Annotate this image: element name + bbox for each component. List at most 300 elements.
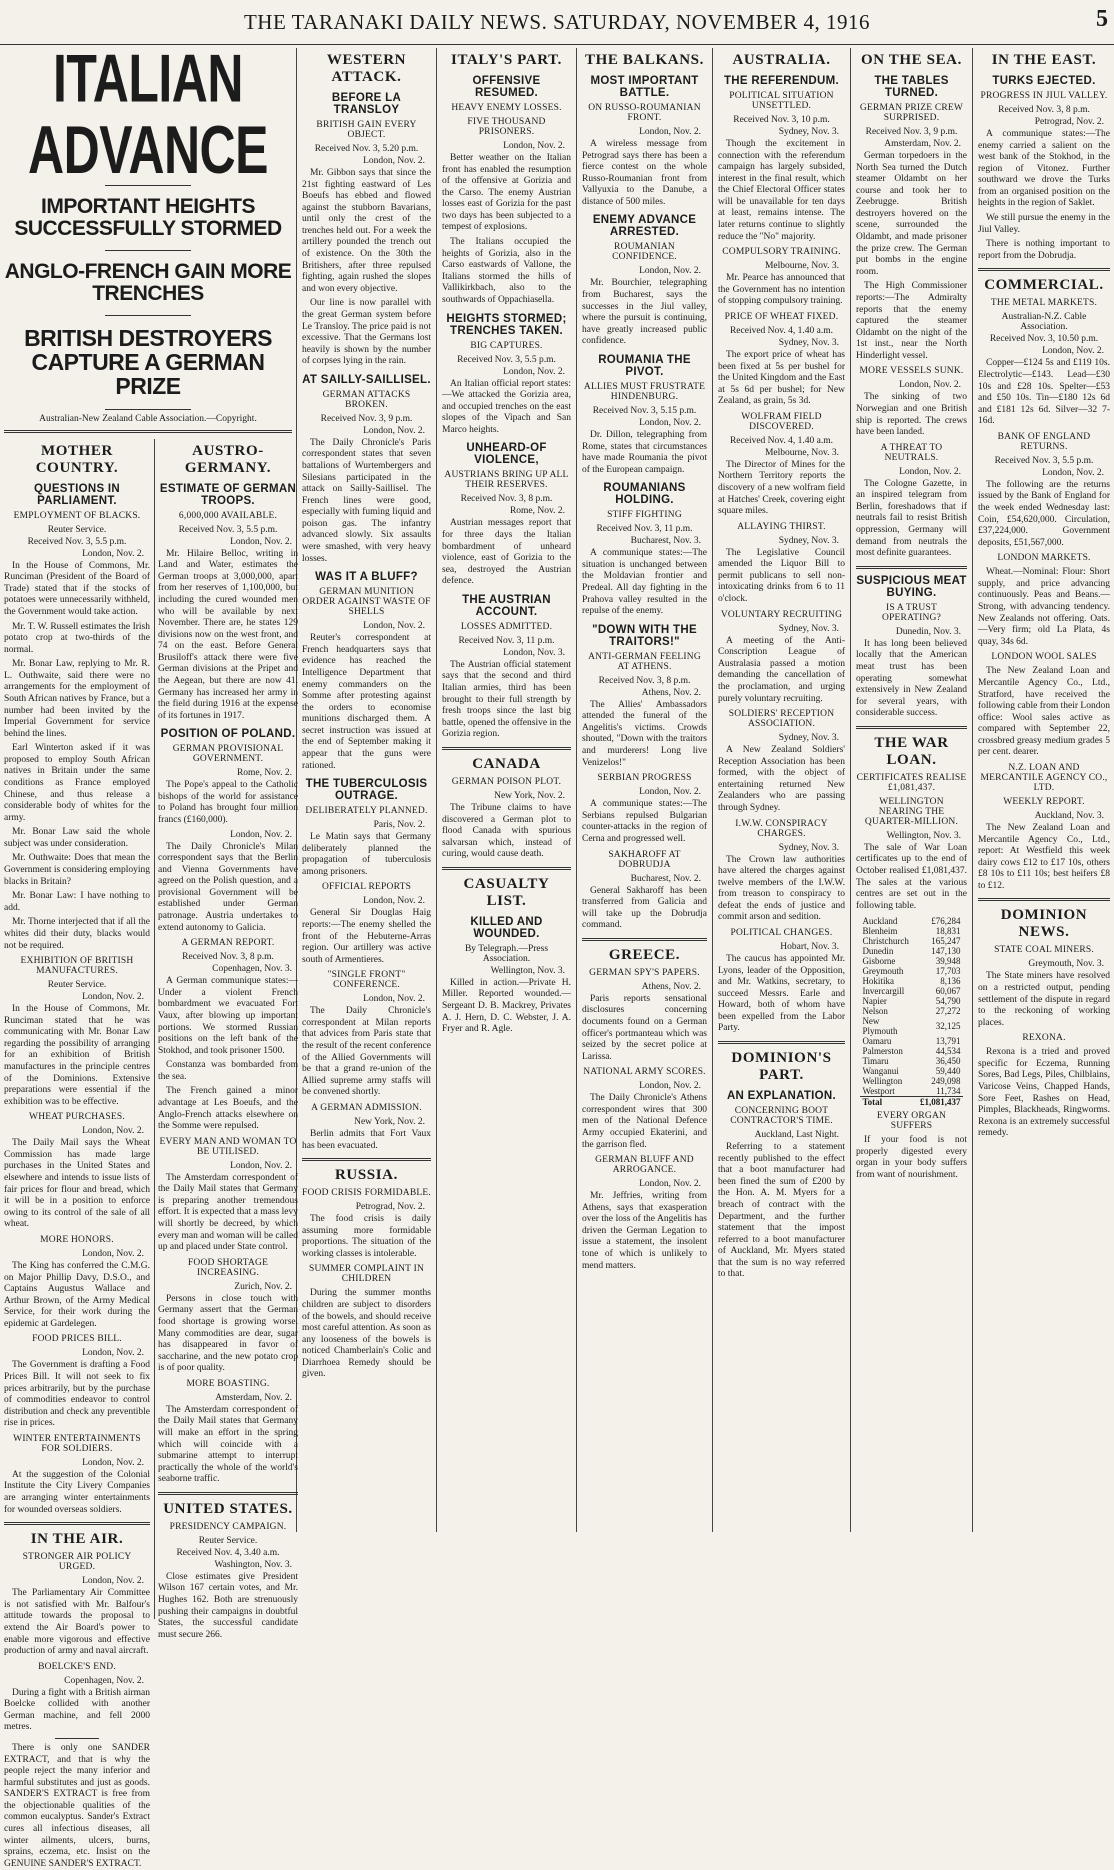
section-subheading: A THREAT TO NEUTRALS. bbox=[880, 442, 943, 463]
column-rule bbox=[850, 48, 851, 1532]
dateline: Sydney, Nov. 3. bbox=[778, 623, 839, 634]
article-paragraph: If your food is not properly digested every organ in your body suffers from want of nourishment. bbox=[856, 1135, 967, 1181]
service-line: Reuter Service. bbox=[47, 524, 107, 535]
section-subheading: SUMMER COMPLAINT IN CHILDREN bbox=[309, 1264, 424, 1285]
dateline: Sydney, Nov. 3. bbox=[778, 535, 839, 546]
article-paragraph: Earl Winterton asked if it was proposed to employ South African natives in Britain under the same conditions as France employed Chinese, and thus release a considerable body of whites for the army. bbox=[4, 743, 150, 823]
article-paragraph: The sale of War Loan certificates up to the end of October realised £1,081,437. The sales at the various centres are set out in the following table. bbox=[856, 842, 967, 911]
article-paragraph: The Italians occupied the heights of Gorizia, also in the Carso eastwards of Vallone, the Italians stormed the hills of Vallikirkbach, also to the southwards of Oppachiasella. bbox=[442, 237, 571, 305]
war-loan-row bbox=[860, 966, 962, 976]
article-paragraph: The Amsterdam correspondent of the Daily Mail states that Germany is preparing another tremendous effort. It is expected that a mass levy will shortly be decreed, by which every man and woman will be called up and placed under State control. bbox=[158, 1172, 298, 1253]
war-loan-place: Westport bbox=[862, 1086, 895, 1097]
article-paragraph: General Sakharoff has been transferred from Galicia and will take up the Dobrudja command. bbox=[582, 885, 707, 931]
section-subheading: "SINGLE FRONT" CONFERENCE. bbox=[327, 970, 406, 991]
section-subheading: DELIBERATELY PLANNED. bbox=[305, 806, 428, 817]
received-line: Received Nov. 3, 8 p.m. bbox=[998, 105, 1090, 115]
dateline: London, Nov. 2. bbox=[1042, 346, 1104, 357]
advertisement-sanders: There is only one SANDER EXTRACT, and that is why the people reject the many inferior and harmful substitutes and just as goods. SANDER'S EXTRACT is free from the objectionable qualities of the common eucalyptus. Sander's Extract cures all infectious diseases, all winter ailments, ulcers, burns, sprains, eczema, etc. Insist on the GENUINE SANDER'S EXTRACT. bbox=[4, 1742, 150, 1869]
war-loan-row bbox=[860, 1006, 962, 1016]
article-paragraph: In the House of Commons, Mr. Runciman (President of the Board of Trade) stated that if the stocks of potatoes were unnecessarily withheld, the Government would take action. bbox=[4, 560, 150, 617]
dateline: Sydney, Nov. 3. bbox=[778, 337, 839, 348]
received-line: Received Nov. 4, 3.40 a.m. bbox=[176, 1547, 280, 1558]
article-paragraph: Close estimates give President Wilson 167 certain votes, and Mr. Hughes 162. Both are strenuously pushing their campaigns in doubtful States, the successful candidate must secure 266. bbox=[158, 1571, 298, 1640]
section-subheading: PRICE OF WHEAT FIXED. bbox=[724, 311, 839, 322]
section-subheading: FIVE THOUSAND PRISONERS. bbox=[467, 117, 546, 137]
section-subheading: SOLDIERS' RECEPTION ASSOCIATION. bbox=[728, 709, 835, 730]
section-subheading: GERMAN BLUFF AND ARROGANCE. bbox=[595, 1155, 694, 1176]
dateline: Copenhagen, Nov. 3. bbox=[212, 964, 292, 975]
dateline: London, Nov. 2. bbox=[639, 266, 701, 277]
war-loan-value: 165,247 bbox=[931, 936, 961, 947]
section-subheading: WHEAT PURCHASES. bbox=[29, 1112, 125, 1123]
war-loan-row bbox=[860, 926, 962, 936]
article-paragraph: The New Zealand Loan and Mercantile Agency Co., Ltd., report: At Westfield this week dairy cows £12 to £17 10s, others £8 10s to £11 10s; best heifers £8 to £12. bbox=[978, 822, 1110, 891]
united-states-heading: UNITED STATES. bbox=[163, 1500, 293, 1517]
section-subheading: NATIONAL ARMY SCORES. bbox=[583, 1067, 706, 1078]
western-attack-heading: WESTERN ATTACK. bbox=[326, 52, 407, 85]
article-paragraph: At the suggestion of the Colonial Institute the City Livery Companies are arranging winter entertainments for wounded overseas soldiers. bbox=[4, 1469, 150, 1515]
article-paragraph: The Crown law authorities have altered the charges against twelve members of the I.W.W. from treason to conspiracy to defeat the ends of justice and commit arson and sedition. bbox=[718, 854, 845, 923]
section-subheading: MORE HONORS. bbox=[40, 1234, 114, 1245]
dateline: London, Nov. 2. bbox=[899, 466, 961, 477]
section-subheading: WELLINGTON NEARING THE QUARTER-MILLION. bbox=[864, 796, 959, 827]
dateline: London, Nov. 2. bbox=[82, 1248, 144, 1259]
mother-country-column bbox=[4, 439, 150, 1869]
service-line: Australian-N.Z. Cable Association. bbox=[1001, 312, 1087, 333]
war-loan-value: 147,130 bbox=[931, 946, 961, 957]
article-paragraph: The Daily Chronicle's correspondent at Milan reports that advices from Paris state that the result of the recent conference of the Allied Governments will be that a grand re-union of the Allied supreme army staffs will be convened shortly. bbox=[302, 1006, 431, 1098]
dateline: Bucharest, Nov. 3. bbox=[630, 536, 701, 547]
section-subheading: ROUMANIANS HOLDING. bbox=[603, 482, 686, 507]
war-loan-value: 11,734 bbox=[936, 1086, 961, 1097]
article-paragraph: The Daily Mail says the Wheat Commission has made large purchases in the United States and elsewhere and intends to issue lists of fair prices for flour and bread, which it will be in a position to enforce owing to its control of the sale of all wheat. bbox=[4, 1138, 150, 1230]
dateline: Melbourne, Nov. 3. bbox=[764, 447, 839, 458]
section-subheading: EMPLOYMENT OF BLACKS. bbox=[13, 510, 141, 521]
article-paragraph: A communique states:—The situation is unchanged between the Moldavian frontier and Predeal. All day fighting in the Prahova valley resulted in the repulse of the enemy. bbox=[582, 548, 707, 617]
service-line: Reuter Service. bbox=[198, 1535, 258, 1546]
on-the-sea-column bbox=[852, 48, 971, 1532]
article-paragraph: The Daily Chronicle's Athens correspondent wires that 300 men of the National Defence Army occupied Ekaterini, and the garrison fled. bbox=[582, 1093, 707, 1150]
section-subheading: STATE COAL MINERS. bbox=[994, 945, 1094, 956]
war-loan-total-label: Total bbox=[860, 1097, 918, 1108]
article-paragraph: Austrian messages report that for three days the Italian bombardment of unheard violence, east of Gorizia to the sea, destroyed the Austrian defence. bbox=[442, 518, 571, 587]
section-subheading: KILLED AND WOUNDED. bbox=[470, 915, 543, 940]
article-paragraph: The State miners have resolved on a restricted output, pending settlement of the dispute in regard to the reckoning of working places. bbox=[978, 971, 1110, 1028]
article-paragraph: A communique states:—The Serbians repulsed Bulgarian counter-attacks in the region of Cerna and progressed well. bbox=[582, 799, 707, 844]
dateline: London, Nov. 2. bbox=[363, 621, 425, 632]
in-the-air-heading: IN THE AIR. bbox=[30, 1531, 124, 1548]
article-paragraph: During a fight with a British airman Boelcke collided with another German machine, and fell 2000 metres. bbox=[4, 1687, 150, 1733]
section-subheading: THE REFERENDUM. bbox=[723, 75, 840, 87]
article-paragraph: Mr. T. W. Russell estimates the Irish potato crop at two-thirds of the normal. bbox=[4, 621, 150, 655]
dateline: Greymouth, Nov. 3. bbox=[1028, 959, 1104, 970]
article-paragraph: The Government is drafting a Food Prices Bill. It will not seek to fix prices arbitrarily, but by the purchase of commodities endeavor to control distribution and check any preventible rise in prices. bbox=[4, 1360, 150, 1429]
dateline: Sydney, Nov. 3. bbox=[778, 127, 839, 137]
article-paragraph: Mr. Jeffries, writing from Athens, says that exasperation over the loss of the Angelitis has driven the German Legation to issue a statement, the insolent tone of which is unlikely to mend matters. bbox=[582, 1191, 707, 1271]
war-loan-place: Gisborne bbox=[862, 956, 896, 967]
article-paragraph: The Daily Chronicle's Milan correspondent says that the Berlin and Vienna Governments have agreed on the Polish question, and a provisional Government will be established under German patronage. Austria undertakes to extend autonomy to Galicia. bbox=[158, 841, 298, 933]
section-subheading: AUSTRIANS BRING UP ALL THEIR RESERVES. bbox=[444, 470, 569, 491]
section-subheading: THE TABLES TURNED. bbox=[874, 75, 949, 99]
section-subheading: IS A TRUST OPERATING? bbox=[882, 602, 941, 623]
war-loan-place: Auckland bbox=[862, 916, 898, 927]
section-subheading: UNHEARD-OF VIOLENCE, bbox=[466, 442, 547, 467]
section-subheading: BOELCKE'S END. bbox=[38, 1661, 116, 1672]
war-loan-place: Hokitika bbox=[862, 976, 894, 987]
section-subheading: COMPULSORY TRAINING. bbox=[722, 247, 841, 258]
australia-heading: AUSTRALIA. bbox=[732, 52, 831, 68]
article-paragraph: General Sir Douglas Haig reports:—The enemy shelled the front of the Hebuterne-Arras region. Our artillery was active south of Armentieres. bbox=[302, 908, 431, 965]
dateline: Copenhagen, Nov. 2. bbox=[64, 1675, 144, 1686]
article-paragraph: The Director of Mines for the Northern Territory reports the discovery of a new wolfram field at Hatches' Creek, covering eight square miles. bbox=[718, 459, 845, 517]
dateline: Hobart, Nov. 3. bbox=[780, 942, 839, 953]
page-number: 5 bbox=[1096, 6, 1108, 32]
section-subheading: MORE BOASTING. bbox=[186, 1378, 270, 1389]
dateline: New York, Nov. 2. bbox=[494, 790, 565, 801]
article-paragraph: We still pursue the enemy in the Jiul Valley. bbox=[978, 213, 1110, 235]
cable-credit: Australian-New Zealand Cable Association.—Copyright. bbox=[39, 413, 257, 424]
section-subheading: ROUMANIAN CONFIDENCE. bbox=[612, 242, 677, 263]
column-rule bbox=[972, 48, 973, 1532]
section-subheading: FOOD PRICES BILL. bbox=[32, 1334, 122, 1345]
article-paragraph: The Tribune claims to have discovered a German plot to flood Canada with spurious salvarsan which, instead of curing, would cause death. bbox=[442, 802, 571, 860]
article-paragraph: Our line is now parallel with the great German system before Le Transloy. The price paid is not excessive. That the Germans lost heavily is shown by the number of corpses lying in the rain. bbox=[302, 298, 431, 367]
section-subheading: HEAVY ENEMY LOSSES. bbox=[451, 103, 562, 113]
article-paragraph: Constanza was bombarded from the sea. bbox=[158, 1060, 298, 1082]
article-paragraph: Mr. Bonar Law: I have nothing to add. bbox=[4, 891, 150, 913]
article-paragraph: The export price of wheat has been fixed at 5s per bushel for the United Kingdom and the East at 5s 6d per bushel; for New Zealand, as grain, 5s 3d. bbox=[718, 349, 845, 407]
dateline: London, Nov. 2. bbox=[363, 896, 425, 907]
section-subheading: THE AUSTRIAN ACCOUNT. bbox=[462, 593, 551, 618]
subheadline-destroyers: BRITISH DESTROYERS CAPTURE A GERMAN PRIZE bbox=[24, 325, 272, 400]
article-paragraph: Mr. Gibbon says that since the 21st fighting eastward of Les Boeufs has ebbed and flowed against the stubborn Bavarians, until only the crest of the trenches held out. For a week the artillery pounded the trench out of existence. On the 30th the Britishers, after three repulsed fighting, again rushed the slopes and won every objective. bbox=[302, 168, 431, 294]
dateline: London, Nov. 2. bbox=[82, 548, 144, 559]
article-paragraph: In the House of Commons, Mr. Runciman stated that he was communicating with Mr. Bonar Law regarding the possibility of arranging for an exhibition of British manufactures in the principle centres of the Dominions. Extensive preparations were essential if the exhibition was to be effective. bbox=[4, 1004, 150, 1107]
casualty-list-heading: CASUALTY LIST. bbox=[463, 875, 550, 909]
war-loan-place: Oamaru bbox=[862, 1036, 892, 1047]
article-paragraph: Wheat.—Nominal: Flour: Short supply, and price advancing continuously. Peas and Beans.—Strong, with advancing tendency. New Zealands not offering. Oats.—Very firm; old La Plata, 4s quay, 34s 6d. bbox=[978, 567, 1110, 647]
article-paragraph: Copper—£124 5s and £119 10s. Electrolytic—£143. Lead—£30 10s and £28 10s. Spelter—£53 and £50 10s. Tin—£180 12s 6d and £181 12s 6d. Silver—32 7-16d. bbox=[978, 358, 1110, 427]
war-loan-place: Blenheim bbox=[862, 926, 898, 937]
commercial-heading: COMMERCIAL. bbox=[984, 277, 1104, 294]
section-subheading: PROGRESS IN JIUL VALLEY. bbox=[980, 91, 1108, 101]
section-subheading: FOOD SHORTAGE INCREASING. bbox=[187, 1257, 269, 1278]
section-subheading: WINTER ENTERTAINMENTS FOR SOLDIERS. bbox=[13, 1433, 141, 1454]
dateline: London, Nov. 2. bbox=[82, 1126, 144, 1137]
article-paragraph: Rexona is a tried and proved specific for Eczema, Running Sores, Bad Legs, Piles, Chilblains, Varicose Veins, Chapped Hands, Sore Feet, Rashes on Head, Pimples, Blackheads, Ringworms. Rexona is an extremely successful remedy. bbox=[978, 1047, 1110, 1139]
article-paragraph: Mr. Thorne interjected that if all the whites did their duty, blacks would not be required. bbox=[4, 917, 150, 951]
balkans-column bbox=[578, 48, 711, 1532]
war-loan-row bbox=[860, 986, 962, 996]
section-subheading: EVERY MAN AND WOMAN TO BE UTILISED. bbox=[159, 1136, 297, 1157]
section-subheading: CERTIFICATES REALISE £1,081,437. bbox=[856, 772, 967, 793]
war-loan-value: 54,790 bbox=[935, 996, 961, 1007]
war-loan-row bbox=[860, 916, 962, 926]
austro-germany-heading: AUSTRO-GERMANY. bbox=[184, 442, 272, 476]
article-paragraph: The Cologne Gazette, in an inspired telegram from Berlin, foreshadows that if neutrals fail to resist British oppression, Germany will demand from neutrals the most definite guarantees. bbox=[856, 478, 967, 559]
article-paragraph: Though the excitement in connection with the referendum campaign has largely subsided, interest in the final result, which the Chief Electoral Officer states will be unavailable for ten days at least, remains intense. The later returns continue to slightly reduce the "No" majority. bbox=[718, 139, 845, 242]
war-loan-place: Nelson bbox=[862, 1006, 888, 1017]
dateline: London, Nov. 2. bbox=[1042, 467, 1104, 478]
received-line: Received Nov. 4, 1.40 a.m. bbox=[729, 435, 834, 446]
war-loan-row bbox=[860, 1066, 962, 1076]
section-subheading: SERBIAN PROGRESS bbox=[597, 773, 692, 784]
war-loan-place: Timaru bbox=[862, 1056, 889, 1067]
war-loan-row bbox=[860, 936, 962, 946]
dateline: London, Nov. 2. bbox=[639, 1179, 701, 1190]
received-line: Received Nov. 3, 9 p.m. bbox=[865, 127, 958, 137]
service-line: By Telegraph.—Press Association. bbox=[464, 943, 549, 964]
section-subheading: GERMAN PRIZE CREW SURPRISED. bbox=[859, 103, 964, 123]
section-subheading: CONCERNING BOOT CONTRACTOR'S TIME. bbox=[730, 1106, 833, 1127]
section-subheading: THE METAL MARKETS. bbox=[990, 298, 1098, 309]
article-paragraph: A wireless message from Petrograd says there has been a fierce contest on the whole Russo-Roumanian front from Vallyuxia to the Danube, a distance of 500 miles. bbox=[582, 139, 707, 207]
dominion-news-heading: DOMINION NEWS. bbox=[1000, 907, 1088, 941]
section-subheading: SAKHAROFF AT DOBRUDJA bbox=[608, 849, 681, 870]
war-loan-place: Wellington bbox=[862, 1076, 903, 1087]
section-subheading: WEEKLY REPORT. bbox=[1003, 796, 1085, 807]
section-subheading: LOSSES ADMITTED. bbox=[460, 621, 553, 632]
dateline: Amsterdam, Nov. 2. bbox=[215, 1392, 292, 1403]
article-paragraph: Mr. Pearce has announced that the Government has no intention of stopping compulsory training. bbox=[718, 273, 845, 307]
section-subheading: GERMAN SPY'S PAPERS. bbox=[589, 967, 700, 978]
section-subheading: BIG CAPTURES. bbox=[470, 340, 543, 351]
masthead bbox=[0, 4, 1114, 45]
war-loan-value: 36,450 bbox=[935, 1056, 961, 1067]
western-attack-column bbox=[298, 48, 435, 1532]
section-subheading: OFFICIAL REPORTS bbox=[321, 882, 412, 893]
dominions-part-heading: DOMINION'S PART. bbox=[731, 1050, 832, 1084]
on-the-sea-heading: ON THE SEA. bbox=[861, 52, 962, 68]
section-subheading: ESTIMATE OF GERMAN TROOPS. bbox=[159, 482, 297, 507]
war-loan-value: 39,948 bbox=[935, 956, 961, 967]
war-loan-total-value: £1,081,437 bbox=[920, 1097, 961, 1108]
article-paragraph: The caucus has appointed Mr. Lyons, leader of the Opposition, and Mr. Watkins, secretary, to succeed Messrs. Earle and Howard, both of whom have been expelled from the Labor Party. bbox=[718, 954, 845, 1034]
war-loan-row bbox=[860, 1036, 962, 1046]
australia-column bbox=[714, 48, 849, 1532]
received-line: Received Nov. 3, 9 p.m. bbox=[320, 413, 413, 424]
article-paragraph: Referring to a statement recently published to the effect that a boot manufacturer had been fined the sum of £200 by the Hon. A. M. Myers for a breach of contract with the Department, and the further statement that the impost referred to a boot manufacturer of Auckland, Mr. Myers stated that the sum is no way referred to that. bbox=[718, 1142, 845, 1280]
article-paragraph: Reuter's correspondent at French headquarters says that evidence has reached the Intelligence Department that enemy commanders on the Somme after protesting against the orders to economise munitions discharged them. A secret instruction was issued at the end of September making it appear that the guns were rationed. bbox=[302, 633, 431, 771]
dateline: London, Nov. 2. bbox=[899, 380, 961, 391]
article-paragraph: Mr. Hilaire Belloc, writing in Land and Water, estimates the German troops at 3,000,000, apart from her reserves of 1,100,000, but including the cured wounded men who will be available by next November. There are, he states 129 divisions now on the west front, and 74 on the east. Before General Brusiloff's attack there were five German divisions at the Pripet and the Aegean, but there are now 41. Germany has increased her army in the field during 1916 at the expense of its fortunes in 1917. bbox=[158, 548, 298, 721]
section-subheading: GERMAN ATTACKS BROKEN. bbox=[322, 389, 411, 410]
dateline: London, Nov. 2. bbox=[363, 156, 425, 166]
article-paragraph: A New Zealand Soldiers' Reception Association has been formed, with the object of entertaining returned New Zealanders who are passing through Sydney. bbox=[718, 745, 845, 813]
received-line: Received Nov. 3, 5.5 p.m. bbox=[27, 536, 127, 547]
war-loan-row bbox=[860, 946, 962, 956]
received-line: Received Nov. 3, 5.5 p.m. bbox=[457, 354, 556, 365]
section-subheading: GERMAN PROVISIONAL GOVERNMENT. bbox=[172, 744, 284, 765]
dateline: Athens, Nov. 2. bbox=[641, 981, 701, 992]
article-paragraph: A meeting of the Anti-Conscription League of Australasia passed a motion demanding the cancellation of the proclamation, and urging purely voluntary recruiting. bbox=[718, 635, 845, 704]
dateline: London, Nov. 2. bbox=[230, 536, 292, 547]
war-loan-row bbox=[860, 956, 962, 966]
article-paragraph: Mr. Outhwaite: Does that mean the Government is considering employing blacks in Britain? bbox=[4, 853, 150, 887]
section-subheading: MORE VESSELS SUNK. bbox=[859, 366, 964, 377]
received-line: Received Nov. 3, 10 p.m. bbox=[733, 115, 830, 125]
section-subheading: POSITION OF POLAND. bbox=[160, 728, 296, 741]
dateline: Zurich, Nov. 2. bbox=[234, 1281, 292, 1292]
war-loan-place: New Plymouth bbox=[862, 1016, 898, 1037]
dateline: Sydney, Nov. 3. bbox=[778, 842, 839, 853]
article-paragraph: Mr. Bourchier, telegraphing from Bucharest, says the successes in the Jiul valley, where the pursuit is continuing, have greatly increased public confidence. bbox=[582, 278, 707, 347]
section-subheading: BANK OF ENGLAND RETURNS. bbox=[997, 431, 1091, 452]
section-subheading: FOOD CRISIS FORMIDABLE. bbox=[302, 1188, 431, 1199]
article-paragraph: The Allies' Ambassadors attended the funeral of the Angelitis's victims. Crowds shouted, "Down with the traitors and murderers! Long live Venizelos!" bbox=[582, 699, 707, 768]
dateline: Bucharest, Nov. 2. bbox=[630, 873, 701, 884]
section-subheading: BEFORE LA TRANSLOY bbox=[331, 92, 402, 116]
section-subheading: LONDON MARKETS. bbox=[997, 553, 1091, 564]
italys-part-column bbox=[438, 48, 575, 1532]
article-paragraph: During the summer months children are subject to disorders of the bowels, and should receive most careful attention. As soon as any looseness of the bowels is noticed Chamberlain's Colic and Diarrhoea Remedy should be given. bbox=[302, 1288, 431, 1380]
article-paragraph: The King has conferred the C.M.G. on Major Phillip Davy, D.S.O., and Captains Augustus Wallace and Arthur Brown, of the Army Medical Service, for their work during the epidemic at Gardelegen. bbox=[4, 1260, 150, 1329]
section-subheading: STIFF FIGHTING bbox=[607, 510, 682, 521]
article-paragraph: The Parliamentary Air Committee is not satisfied with Mr. Balfour's attitude towards the proposal to extend the Air Board's power to enable more vigorous and effective production of army and naval aircraft. bbox=[4, 1588, 150, 1657]
dateline: London, Nov. 2. bbox=[503, 366, 565, 377]
dateline: Dunedin, Nov. 3. bbox=[895, 626, 961, 637]
dateline: Melbourne, Nov. 3. bbox=[764, 261, 839, 272]
war-loan-value: 60,067 bbox=[935, 986, 961, 997]
section-subheading: SUSPICIOUS MEAT BUYING. bbox=[856, 574, 967, 599]
received-line: Received Nov. 3, 8 p.m. bbox=[182, 952, 274, 963]
war-loan-row bbox=[860, 1086, 962, 1097]
article-paragraph: It has long been believed locally that the American meat trust has been operating somewhat extensively in New Zealand for several years, with considerable success. bbox=[856, 638, 967, 719]
article-paragraph: There is nothing important to report from the Dobrudja. bbox=[978, 239, 1110, 261]
war-loan-heading: THE WAR LOAN. bbox=[874, 734, 949, 768]
dateline: Rome, Nov. 2. bbox=[236, 768, 292, 779]
received-line: Received Nov. 3, 11 p.m. bbox=[596, 524, 693, 535]
received-line: Received Nov. 3, 5.5 p.m. bbox=[994, 455, 1094, 466]
dateline: London, Nov. 2. bbox=[363, 425, 425, 436]
section-subheading: ALLIES MUST FRUSTRATE HINDENBURG. bbox=[583, 381, 706, 402]
war-loan-value: 32,125 bbox=[935, 1021, 961, 1032]
dateline: London, Nov. 2. bbox=[230, 829, 292, 840]
service-line: Reuter Service. bbox=[47, 980, 107, 991]
section-subheading: N.Z. LOAN AND MERCANTILE AGENCY CO., LTD. bbox=[980, 762, 1108, 793]
section-subheading: ROUMANIA THE PIVOT. bbox=[598, 353, 691, 378]
article-paragraph: The Amsterdam correspondent of the Daily Mail states that Germany will make an effort in the spring which will coincide with a submarine attempt to interrupt practically the whole of the world's seaborne traffic. bbox=[158, 1404, 298, 1485]
section-subheading: A GERMAN REPORT. bbox=[181, 938, 275, 949]
received-line: Received Nov. 3, 5.20 p.m. bbox=[314, 144, 419, 154]
section-subheading: VOLUNTARY RECRUITING bbox=[720, 609, 843, 620]
column-rule bbox=[712, 48, 713, 1532]
section-subheading: AT SAILLY-SAILLISEL. bbox=[302, 373, 431, 386]
war-loan-value: 17,703 bbox=[935, 966, 961, 977]
section-subheading: WOLFRAM FIELD DISCOVERED. bbox=[741, 411, 822, 432]
balkans-heading: THE BALKANS. bbox=[585, 52, 704, 68]
article-paragraph: Mr. Bonar Law, replying to Mr. R. L. Outhwaite, said there were no arrangements for the employment of South African natives by France, but a number had been invited by the Imperial Government for service behind the lines. bbox=[4, 659, 150, 739]
section-subheading: STRONGER AIR POLICY URGED. bbox=[22, 1552, 132, 1573]
dateline: Petrograd, Nov. 2. bbox=[1034, 117, 1104, 127]
dateline: Rome, Nov. 2. bbox=[509, 506, 565, 517]
war-loan-value: 59,440 bbox=[935, 1066, 961, 1077]
section-subheading: REXONA. bbox=[1022, 1033, 1066, 1044]
war-loan-place: Dunedin bbox=[862, 946, 894, 957]
dateline: London, Nov. 2. bbox=[82, 992, 144, 1003]
section-subheading: GERMAN MUNITION ORDER AGAINST WASTE OF SHELLS bbox=[302, 587, 431, 618]
section-subheading: HEIGHTS STORMED; TRENCHES TAKEN. bbox=[446, 312, 567, 337]
article-paragraph: The Daily Chronicle's Paris correspondent states that seven battalions of Wurtembergers and Silesians participated in the attack on Sailly-Saillisel. The French lines were good, especially with fuming liquid and poison gas. The infantry advanced slowly. Six assaults were smashed, with very heavy losses. bbox=[302, 437, 431, 564]
article-paragraph: Dr. Dillon, telegraphing from Rome, states that circumstances have made Roumania the pivot of the European campaign. bbox=[582, 429, 707, 475]
received-line: Received Nov. 4, 1.40 a.m. bbox=[729, 325, 834, 336]
war-loan-value: £76,284 bbox=[931, 916, 961, 927]
dateline: Wellington, Nov. 3. bbox=[490, 965, 565, 976]
dateline: London, Nov. 2. bbox=[639, 127, 701, 137]
section-subheading: 6,000,000 AVAILABLE. bbox=[178, 510, 278, 521]
section-subheading: EVERY ORGAN SUFFERS bbox=[876, 1111, 947, 1132]
article-paragraph: Better weather on the Italian front has enabled the resumption of the offensive at Gorizia and the Carso. The enemy Austrian losses east of Gorizia for the past two days has been subjected to a tempest of explosions. bbox=[442, 153, 571, 233]
section-subheading: GERMAN POISON PLOT. bbox=[451, 776, 562, 787]
banner-block bbox=[0, 40, 298, 1869]
article-paragraph: Persons in close touch with Germany assert that the German food shortage is growing worse. Many commodities are dear, sugar has disappeared in favor of saccharine, and the new potato crop is of poor quality. bbox=[158, 1293, 298, 1374]
dateline: Sydney, Nov. 3. bbox=[778, 733, 839, 744]
article-paragraph: A German communique states:—Under a violent French bombardment we evacuated Fort Vaux, after blowing up important portions. We stormed Russian positions on the left bank of the Stokhod, and took prisoner 1500. bbox=[158, 976, 298, 1056]
dateline: London, Nov. 2. bbox=[503, 141, 565, 151]
dateline: London, Nov. 3. bbox=[503, 647, 565, 658]
dateline: London, Nov. 2. bbox=[82, 1457, 144, 1468]
main-headline: ITALIAN ADVANCE bbox=[27, 40, 269, 188]
dateline: London, Nov. 2. bbox=[639, 1081, 701, 1092]
war-loan-row bbox=[860, 1016, 962, 1036]
dateline: Amsterdam, Nov. 2. bbox=[884, 139, 961, 149]
section-subheading: ANTI-GERMAN FEELING AT ATHENS. bbox=[588, 651, 701, 672]
section-subheading: QUESTIONS IN PARLIAMENT. bbox=[33, 482, 121, 507]
article-paragraph: The Austrian official statement says that the second and third Italian armies, third has been brought to their full strength by fresh troops since the last big battle, opened the offensive in the Gorizia region. bbox=[442, 659, 571, 740]
article-paragraph: Mr. Bonar Law said the whole subject was under consideration. bbox=[4, 827, 150, 849]
dateline: Auckland, Nov. 3. bbox=[1034, 810, 1104, 821]
section-subheading: POLITICAL CHANGES. bbox=[730, 928, 833, 939]
section-subheading: WAS IT A BLUFF? bbox=[315, 571, 418, 584]
war-loan-row bbox=[860, 1056, 962, 1066]
war-loan-value: 44,534 bbox=[935, 1046, 961, 1057]
article-paragraph: Berlin admits that Fort Vaux has been evacuated. bbox=[302, 1128, 431, 1151]
mother-country-heading: MOTHER COUNTRY. bbox=[35, 442, 119, 476]
war-loan-value: 27,272 bbox=[935, 1006, 961, 1017]
article-paragraph: The High Commissioner reports:—The Admiralty reports that the enemy captured the steamer Oldambt on the night of the 1st inst., near the North Hinderlight vessel. bbox=[856, 281, 967, 361]
in-the-east-heading: IN THE EAST. bbox=[991, 52, 1097, 68]
section-subheading: LONDON WOOL SALES bbox=[991, 652, 1097, 663]
dateline: Auckland, Last Night. bbox=[754, 1130, 839, 1141]
dateline: London, Nov. 2. bbox=[363, 994, 425, 1005]
section-subheading: BRITISH GAIN EVERY OBJECT. bbox=[316, 120, 417, 140]
war-loan-value: 8,136 bbox=[940, 976, 961, 987]
war-loan-place: Palmerston bbox=[862, 1046, 903, 1057]
greece-heading: GREECE. bbox=[608, 946, 681, 963]
received-line: Received Nov. 3, 8 p.m. bbox=[460, 494, 553, 505]
section-subheading: ON RUSSO-ROUMANIAN FRONT. bbox=[588, 103, 701, 123]
received-line: Received Nov. 3, 11 p.m. bbox=[458, 635, 555, 646]
subheadline-heights: IMPORTANT HEIGHTS SUCCESSFULLY STORMED bbox=[14, 195, 282, 241]
war-loan-row bbox=[860, 1076, 962, 1086]
article-paragraph: Killed in action.—Private H. Miller. Reported wounded.—Sergeant D. B. Mackrey, Privates A. J. Hern, D. C. Webster, J. A. Fryer and R. Agle. bbox=[442, 977, 571, 1035]
article-paragraph: Le Matin says that Germany deliberately planned the propagation of tuberculosis among prisoners. bbox=[302, 832, 431, 877]
article-paragraph: An Italian official report states:—We attacked the Gorizia area, and occupied trenches on the east slopes of the Vipach and San Marco heights. bbox=[442, 378, 571, 435]
section-subheading: AN EXPLANATION. bbox=[726, 1090, 837, 1103]
section-subheading: A GERMAN ADMISSION. bbox=[311, 1102, 422, 1113]
dateline: Paris, Nov. 2. bbox=[373, 820, 425, 831]
article-paragraph: The Legislative Council amended the Liquor Bill to permit publicans to sell non-intoxicating drinks from 6 to 11 o'clock. bbox=[718, 547, 845, 605]
received-line: Received Nov. 3, 10.50 p.m. bbox=[989, 334, 1099, 345]
article-paragraph: A communique states:—The enemy carried a salient on the west bank of the Stokhod, in the region of Vitonez. Further southward we drove the Turks from an organised position on the heights in the region of Saklet. bbox=[978, 129, 1110, 209]
article-paragraph: Paris reports sensational disclosures concerning documents found on a German officer's portmanteau which was seized by the secret police at Larissa. bbox=[582, 993, 707, 1062]
russia-heading: RUSSIA. bbox=[335, 1167, 398, 1184]
war-loan-place: Christchurch bbox=[862, 936, 909, 947]
war-loan-value: 18,831 bbox=[935, 926, 961, 937]
dateline: London, Nov. 2. bbox=[230, 1160, 292, 1171]
war-loan-value: 249,098 bbox=[931, 1076, 961, 1087]
austro-germany-column bbox=[158, 439, 298, 1640]
